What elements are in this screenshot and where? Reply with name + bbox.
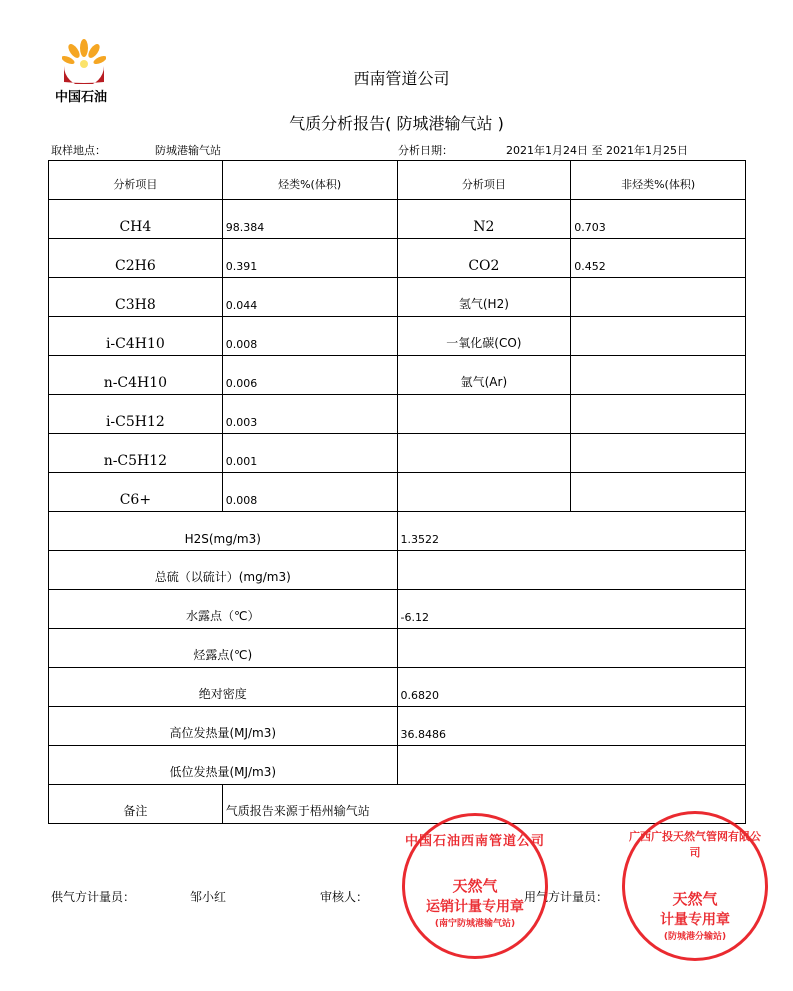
supplier-label: 供气方计量员： bbox=[51, 890, 136, 904]
remark-value: 气质报告来源于梧州输气站 bbox=[222, 785, 745, 824]
property-value bbox=[397, 629, 745, 668]
hydrocarbon-value: 0.001 bbox=[222, 434, 397, 473]
hydrocarbon-value: 0.003 bbox=[222, 395, 397, 434]
hydrocarbon-value: 0.044 bbox=[222, 278, 397, 317]
stamp-southwest-pipeline: 中国石油西南管道公司 天然气 运销计量专用章 (南宁防城港输气站) bbox=[402, 813, 548, 959]
non-hydrocarbon-value bbox=[571, 395, 746, 434]
table-row bbox=[49, 239, 746, 278]
reviewer-label: 审核人： bbox=[320, 890, 369, 904]
date-label: 分析日期： bbox=[398, 144, 453, 157]
column-header: 非烃类%(体积) bbox=[571, 161, 746, 200]
table-row bbox=[49, 473, 746, 512]
property-row bbox=[49, 668, 746, 707]
non-hydrocarbon-component: 一氧化碳(CO) bbox=[397, 317, 571, 356]
non-hydrocarbon-value bbox=[571, 434, 746, 473]
property-value: 36.8486 bbox=[397, 707, 745, 746]
non-hydrocarbon-value: 0.703 bbox=[571, 200, 746, 239]
hydrocarbon-component: n-C4H10 bbox=[49, 356, 223, 395]
table-row bbox=[49, 317, 746, 356]
property-row bbox=[49, 551, 746, 590]
non-hydrocarbon-component: N2 bbox=[397, 200, 571, 239]
property-value: 0.6820 bbox=[397, 668, 745, 707]
column-header: 烃类%(体积) bbox=[222, 161, 397, 200]
property-row bbox=[49, 629, 746, 668]
hydrocarbon-component: C2H6 bbox=[49, 239, 223, 278]
property-label: 高位发热量(MJ/m3) bbox=[49, 707, 398, 746]
property-row bbox=[49, 707, 746, 746]
non-hydrocarbon-value bbox=[571, 473, 746, 512]
property-row bbox=[49, 746, 746, 785]
company-name: 西南管道公司 bbox=[353, 69, 450, 88]
property-label: 绝对密度 bbox=[49, 668, 398, 707]
non-hydrocarbon-value: 0.452 bbox=[571, 239, 746, 278]
report-title: 气质分析报告( 防城港输气站 ) bbox=[289, 114, 504, 133]
property-value: -6.12 bbox=[397, 590, 745, 629]
property-value: 1.3522 bbox=[397, 512, 745, 551]
hydrocarbon-value: 0.006 bbox=[222, 356, 397, 395]
non-hydrocarbon-component bbox=[397, 473, 571, 512]
location-value: 防城港输气站 bbox=[155, 144, 221, 157]
property-label: 水露点（℃） bbox=[49, 590, 398, 629]
property-row bbox=[49, 512, 746, 551]
table-row bbox=[49, 200, 746, 239]
non-hydrocarbon-value bbox=[571, 317, 746, 356]
hydrocarbon-component: C6+ bbox=[49, 473, 223, 512]
hydrocarbon-value: 0.391 bbox=[222, 239, 397, 278]
property-row bbox=[49, 590, 746, 629]
column-header: 分析项目 bbox=[397, 161, 571, 200]
hydrocarbon-value: 0.008 bbox=[222, 317, 397, 356]
non-hydrocarbon-component bbox=[397, 434, 571, 473]
table-row bbox=[49, 278, 746, 317]
header-row bbox=[49, 161, 746, 200]
non-hydrocarbon-component bbox=[397, 395, 571, 434]
property-label: H2S(mg/m3) bbox=[49, 512, 398, 551]
property-label: 低位发热量(MJ/m3) bbox=[49, 746, 398, 785]
hydrocarbon-component: C3H8 bbox=[49, 278, 223, 317]
stamp-guangxi-gas: 广西广投天然气管网有限公司 天然气 计量专用章 (防城港分输站) bbox=[622, 811, 768, 961]
hydrocarbon-component: n-C5H12 bbox=[49, 434, 223, 473]
remark-row bbox=[49, 785, 746, 824]
location-label: 取样地点： bbox=[51, 144, 106, 157]
property-label: 总硫（以硫计）(mg/m3) bbox=[49, 551, 398, 590]
hydrocarbon-component: CH4 bbox=[49, 200, 223, 239]
hydrocarbon-value: 0.008 bbox=[222, 473, 397, 512]
property-value bbox=[397, 551, 745, 590]
non-hydrocarbon-value bbox=[571, 356, 746, 395]
analysis-table bbox=[48, 160, 746, 824]
supplier-name: 邹小红 bbox=[190, 890, 227, 904]
hydrocarbon-component: i-C4H10 bbox=[49, 317, 223, 356]
column-header: 分析项目 bbox=[49, 161, 223, 200]
property-label: 烃露点(℃) bbox=[49, 629, 398, 668]
non-hydrocarbon-component: CO2 bbox=[397, 239, 571, 278]
logo-text: 中国石油 bbox=[55, 90, 108, 105]
non-hydrocarbon-value bbox=[571, 278, 746, 317]
property-value bbox=[397, 746, 745, 785]
table-row bbox=[49, 356, 746, 395]
hydrocarbon-value: 98.384 bbox=[222, 200, 397, 239]
table-row bbox=[49, 434, 746, 473]
non-hydrocarbon-component: 氢气(H2) bbox=[397, 278, 571, 317]
hydrocarbon-component: i-C5H12 bbox=[49, 395, 223, 434]
date-value: 2021年1月24日 至 2021年1月25日 bbox=[506, 144, 688, 157]
non-hydrocarbon-component: 氩气(Ar) bbox=[397, 356, 571, 395]
table-row bbox=[49, 395, 746, 434]
remark-label: 备注 bbox=[49, 785, 223, 824]
user-label: 用气方计量员： bbox=[524, 890, 609, 904]
